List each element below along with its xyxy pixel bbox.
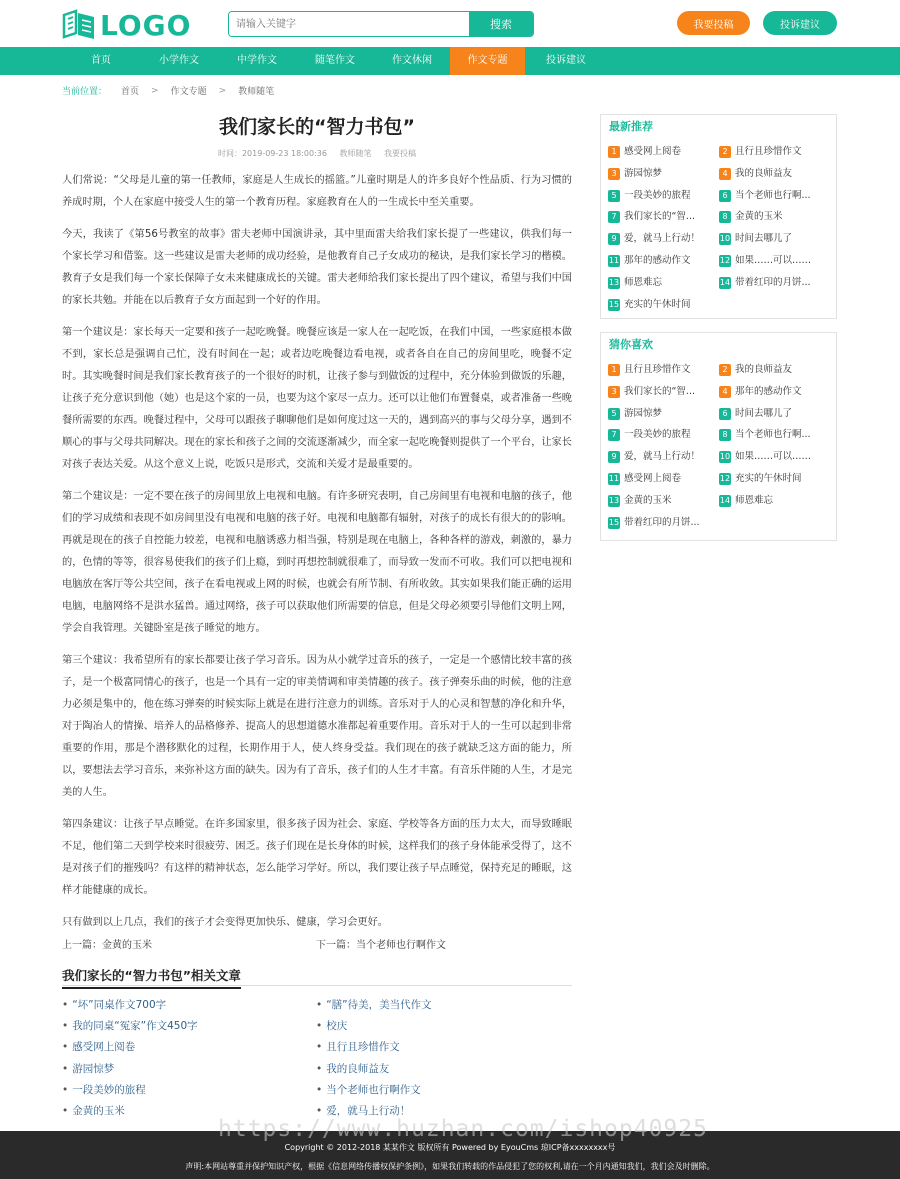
related-link[interactable]: • 且行且珍惜作文: [316, 1037, 556, 1058]
breadcrumb-home[interactable]: 首页: [121, 87, 140, 97]
article-paragraph: 第四条建议：让孩子早点睡觉。在许多国家里，很多孩子因为社会、家庭、学校等各方面的压力太大，而导致睡眠不足，他们第二天到学校来时很疲劳、困乏。孩子们现在是长身体的时候，这样我们的孩子身体能承受得了，这不是对孩子们的摧残吗？有这样的精神状态，怎么能学习学好。所以，我们要让孩子早点睡觉，保持充足的睡眠，这样才能健康的成长。: [62, 818, 572, 896]
rank-number: 5: [608, 408, 620, 420]
breadcrumb-label: 当前位置：: [62, 87, 108, 97]
article-paragraph: 今天，我读了《第56号教室的故事》雷夫老师中国演讲录，其中里面雷夫给我们家长提了一些建议，供我们每一个家长学习和借鉴。这一些建议是雷夫老师的成功经验，是他教育自己子女成功的秘诀，是我们家长学习的楷模。教育子女是我们每一个家长保障子女未来健康成长的关键。雷夫老师给我们家长提出了四个建议，希望与我们中国的家长共勉。并能在以后教育子女方面起到一个好的作用。: [62, 229, 572, 307]
rank-number: 1: [608, 146, 620, 158]
footer-copyright: Copyright © 2012-2018 某某作文 版权所有 Powered by EyouCms 琼ICP备xxxxxxxx号: [284, 1143, 616, 1152]
sidebar-item-label: 感受网上阅卷: [624, 146, 682, 157]
book-logo-icon: [62, 9, 96, 41]
article-paragraph: 第三个建议：我希望所有的家长都要让孩子学习音乐。因为从小就学过音乐的孩子，一定是一个感情比较丰富的孩子，是一个极富同情心的孩子，也是一个具有一定的审美情调和审美情趣的孩子。孩子弹奏乐曲的时候，他的注意力必须是集中的，他在练习弹奏的时候实际上就是在进行注意力的训练。音乐对于人的心灵和智慧的净化和升华，对于陶冶人的情操、培养人的品格修养、提高人的思想道德水准都起着重要作用。音乐对于人的一生可以起到非常重要的作用，那是个潜移默化的过程，长期作用于人，使人终身受益。我们现在的孩子就缺乏这方面的能力，所以，要想法去学习音乐，来弥补这方面的缺失。因为有了音乐，孩子们的人生才丰富。有音乐伴随的人生，才是完美的人生。: [62, 655, 572, 798]
sidebar-item-label: 当个老师也行啊...: [735, 429, 811, 441]
search-input[interactable]: [229, 12, 469, 36]
rank-number: 11: [608, 256, 620, 265]
article-time: 时间：2019-09-23 18:00:36: [217, 149, 327, 158]
article-paragraph: 第一个建议是：家长每天一定要和孩子一起吃晚餐。晚餐应该是一家人在一起吃饭，在我们中国，一些家庭根本做不到，家长总是强调自己忙，没有时间在一起；或者边吃晚餐边看电视，或者各自在自己的房间里吃，晚餐不定时。其实晚餐时间是我们家长教育孩子的一个很好的时机，让孩子参与到做饭的过程中，充分体验到做饭的乐趣，让孩子充分意识到他（她）也是这个家的一员，也要为这个家尽一点力。还可以让他们布置餐桌，或者准备一些晚餐所需要的东西。晚餐过程中，父母可以跟孩子聊聊他们是如何度过这一天的，遇到高兴的事与父母分享，遇到不顺心的事与父母共同解决。现在的家长和孩子之间的交流逐渐减少，而全家一起吃晚餐则提供了一个平台，让家长对孩子表达关爱。从这个意义上说，吃饭只是形式，交流和关爱才是最重要的。: [62, 327, 572, 470]
article-paragraph: 只有做到以上几点，我们的孩子才会变得更加快乐、健康，学习会更好。: [62, 917, 388, 929]
sidebar-item-label: 一段美妙的旅程: [624, 429, 691, 441]
next-article-link[interactable]: 下一篇：当个老师也行啊作文: [316, 940, 446, 951]
nav-item-middle[interactable]: 中学作文: [237, 55, 277, 66]
prev-article-link[interactable]: 上一篇：金黄的玉米: [62, 940, 152, 951]
rank-number: 3: [608, 168, 620, 180]
related-link[interactable]: • 游园惊梦: [62, 1059, 302, 1080]
sidebar-guess: [600, 332, 837, 541]
sidebar-guess-title: 猜你喜欢: [609, 338, 653, 351]
rank-number: 9: [608, 233, 620, 245]
sidebar-guess-item[interactable]: [719, 407, 792, 421]
related-link[interactable]: • 一段美妙的旅程: [62, 1080, 302, 1101]
rank-number: 5: [608, 190, 620, 202]
sidebar-item-label: 师恩难忘: [624, 276, 663, 288]
sidebar-latest-item[interactable]: [719, 232, 792, 246]
rank-number: 7: [608, 429, 620, 441]
rank-number: 8: [719, 211, 731, 223]
related-link[interactable]: • 当个老师也行啊作文: [316, 1080, 556, 1101]
rank-number: 2: [719, 146, 731, 158]
search-bar: [228, 11, 534, 37]
sidebar-latest-item[interactable]: [608, 232, 700, 246]
site-logo[interactable]: [62, 8, 192, 42]
article-body: [62, 170, 572, 945]
sidebar-guess-item[interactable]: [608, 472, 681, 486]
rank-number: 6: [719, 408, 731, 420]
breadcrumb-current[interactable]: 教师随笔: [238, 87, 275, 97]
sidebar-item-label: 时间去哪儿了: [735, 407, 793, 419]
sidebar-item-label: 一段美妙的旅程: [624, 189, 691, 201]
complain-button[interactable]: 投诉建议: [763, 11, 837, 35]
related-link[interactable]: • 感受网上阅卷: [62, 1037, 302, 1058]
nav-item-essay[interactable]: 随笔作文: [315, 55, 355, 66]
sidebar-item-label: 且行且珍惜作文: [735, 146, 802, 157]
sidebar-latest-item[interactable]: [719, 276, 811, 290]
nav-item-complain[interactable]: 投诉建议: [546, 55, 586, 66]
rank-number: 7: [608, 211, 620, 223]
sidebar-item-label: 我们家长的“智...: [624, 211, 695, 223]
article-paragraph: 第二个建议是：一定不要在孩子的房间里放上电视和电脑。有许多研究表明，自己房间里有电视和电脑的孩子，他们的学习成绩和表现不如房间里没有电视和电脑的孩子好。电视和电脑都有辐射，对孩子的成长有很大的的影响。再就是现在的孩子自控能力较差，电视和电脑诱惑力相当强，特别是现在电脑上，各种各样的游戏，刺激的，暴力的，色情的等等，很容易使我们的孩子们上瘾，到时再想控制就很难了，而导致一发而不可收。我们可以把电视和电脑放在客厅等公共空间，孩子在看电视或上网的时候，也就会有所节制、有所收敛。其实如果我们能正确的运用电脑，电脑网络不是洪水猛兽。通过网络，孩子可以获取他们所需要的信息，但是父母必须要引导他们文明上网，学会自我管理。关键卧室是孩子睡觉的地方。: [62, 491, 572, 634]
article-submit-link[interactable]: 我要投稿: [384, 149, 417, 158]
rank-number: 9: [608, 451, 620, 463]
rank-number: 10: [719, 452, 731, 462]
article-meta: [62, 148, 572, 162]
sidebar-item-label: 如果……可以……: [735, 255, 812, 266]
breadcrumb-separator: >: [151, 85, 159, 96]
related-link[interactable]: • 校庆: [316, 1016, 556, 1037]
sidebar-guess-item[interactable]: [719, 472, 802, 486]
sidebar-latest-item[interactable]: [608, 254, 691, 268]
sidebar-guess-item[interactable]: [608, 363, 691, 377]
sidebar-guess-item[interactable]: [719, 385, 802, 399]
related-link[interactable]: • 我的良师益友: [316, 1059, 556, 1080]
sidebar-item-label: 那年的感动作文: [624, 255, 691, 266]
sidebar-item-label: 时间去哪儿了: [735, 233, 793, 245]
sidebar-guess-item[interactable]: [719, 494, 773, 508]
sidebar-item-label: 那年的感动作文: [735, 385, 802, 397]
sidebar-latest-item[interactable]: [608, 145, 681, 159]
search-button[interactable]: 搜索: [469, 12, 533, 36]
article-paragraph: 人们常说：“父母是儿童的第一任教师，家庭是人生成长的摇篮。”儿童时期是人的许多良好个性品质、行为习惯的养成时期，个人在家庭中接受人生的第一个教育历程。家庭教育在人的一生成长中至关重要。: [62, 175, 572, 208]
sidebar-item-label: 师恩难忘: [735, 494, 774, 506]
breadcrumb-topics[interactable]: 作文专题: [170, 87, 207, 97]
breadcrumb-separator: >: [218, 85, 227, 96]
sidebar-item-label: 我们家长的“智...: [624, 385, 695, 397]
sidebar-item-label: 爱，就马上行动！: [624, 233, 701, 245]
sidebar-latest-item[interactable]: [719, 167, 792, 181]
footer-disclaimer: 声明:本网站尊重并保护知识产权，根据《信息网络传播权保护条例》，如果我们转载的作品侵犯了您的权利,请在一个月内通知我们，我们会及时删除。: [185, 1162, 715, 1171]
sidebar-latest-item[interactable]: [719, 189, 811, 203]
sidebar-latest-item[interactable]: [608, 276, 662, 290]
sidebar-latest-item[interactable]: [608, 167, 662, 181]
footer: [0, 1131, 900, 1179]
sidebar-guess-item[interactable]: [608, 385, 695, 399]
rank-number: 14: [719, 495, 731, 505]
sidebar-latest-item[interactable]: [719, 210, 783, 224]
rank-number: 12: [719, 474, 731, 483]
related-list-right: [316, 995, 556, 1122]
logo-text: LOGO: [100, 8, 192, 42]
related-link[interactable]: • “坏”同桌作文700字: [62, 995, 302, 1016]
sidebar-latest-title: 最新推荐: [609, 120, 653, 133]
sidebar-item-label: 带着红印的月饼...: [735, 276, 811, 288]
rank-number: 1: [608, 364, 620, 376]
sidebar-item-label: 爱，就马上行动！: [624, 451, 701, 463]
related-link[interactable]: • 金黄的玉米: [62, 1101, 302, 1122]
rank-number: 8: [719, 429, 731, 441]
sidebar-latest-item[interactable]: [608, 210, 695, 224]
breadcrumb: [62, 84, 274, 97]
article: [62, 110, 572, 929]
rank-number: 15: [608, 299, 620, 309]
rank-number: 2: [719, 364, 731, 376]
sidebar-item-label: 我的良师益友: [735, 364, 793, 375]
rank-number: 4: [719, 168, 731, 180]
watermark: https://www.huzhan.com/ishop40925: [218, 1116, 708, 1142]
submit-article-button[interactable]: 我要投稿: [677, 11, 750, 35]
sidebar-item-label: 游园惊梦: [624, 167, 663, 179]
sidebar-item-label: 如果……可以……: [735, 451, 812, 463]
rank-number: 4: [719, 386, 731, 398]
rank-number: 12: [719, 256, 731, 265]
divider: [62, 985, 572, 986]
sidebar-guess-item[interactable]: [608, 516, 700, 530]
rank-number: 11: [608, 474, 620, 483]
sidebar-guess-item[interactable]: [719, 363, 792, 377]
related-title: 我们家长的“智力书包”相关文章: [62, 966, 241, 989]
sidebar-item-label: 金黄的玉米: [624, 494, 672, 506]
main-nav: [0, 47, 900, 75]
sidebar-item-label: 且行且珍惜作文: [624, 364, 691, 375]
sidebar-latest: [600, 114, 837, 319]
nav-item-topics[interactable]: 作文专题: [450, 47, 525, 75]
rank-number: 3: [608, 386, 620, 398]
article-category[interactable]: 教师随笔: [339, 149, 372, 158]
sidebar-latest-item[interactable]: [719, 145, 802, 159]
rank-number: 14: [719, 277, 731, 287]
sidebar-guess-item[interactable]: [608, 428, 691, 442]
nav-item-leisure[interactable]: 作文休闲: [392, 55, 432, 66]
sidebar-latest-item[interactable]: [608, 298, 691, 312]
sidebar-guess-item[interactable]: [719, 450, 811, 464]
article-title: 我们家长的“智力书包”: [219, 116, 415, 138]
sidebar-item-label: 感受网上阅卷: [624, 473, 682, 484]
related-link[interactable]: • “膳”待美，美当代作文: [316, 995, 556, 1016]
nav-item-primary[interactable]: 小学作文: [159, 55, 199, 66]
sidebar-item-label: 游园惊梦: [624, 407, 663, 419]
sidebar-item-label: 当个老师也行啊...: [735, 189, 811, 201]
related-link[interactable]: • 我的同桌“冤家”作文450字: [62, 1016, 302, 1037]
sidebar-guess-item[interactable]: [719, 428, 811, 442]
nav-item-home[interactable]: 首页: [91, 55, 111, 66]
sidebar-latest-item[interactable]: [719, 254, 811, 268]
related-link[interactable]: • 爱，就马上行动！: [316, 1101, 556, 1122]
rank-number: 10: [719, 234, 731, 244]
sidebar-item-label: 金黄的玉米: [735, 211, 783, 223]
rank-number: 6: [719, 190, 731, 202]
rank-number: 13: [608, 277, 620, 287]
sidebar-item-label: 带着红印的月饼...: [624, 516, 700, 528]
sidebar-item-label: 充实的午休时间: [624, 298, 691, 310]
sidebar-guess-item[interactable]: [608, 494, 672, 508]
sidebar-guess-item[interactable]: [608, 407, 662, 421]
sidebar-guess-item[interactable]: [608, 450, 700, 464]
sidebar-latest-item[interactable]: [608, 189, 691, 203]
rank-number: 15: [608, 517, 620, 527]
related-list-left: [62, 995, 302, 1122]
header: [0, 0, 900, 47]
sidebar-item-label: 我的良师益友: [735, 167, 793, 179]
rank-number: 13: [608, 495, 620, 505]
sidebar-item-label: 充实的午休时间: [735, 473, 802, 484]
